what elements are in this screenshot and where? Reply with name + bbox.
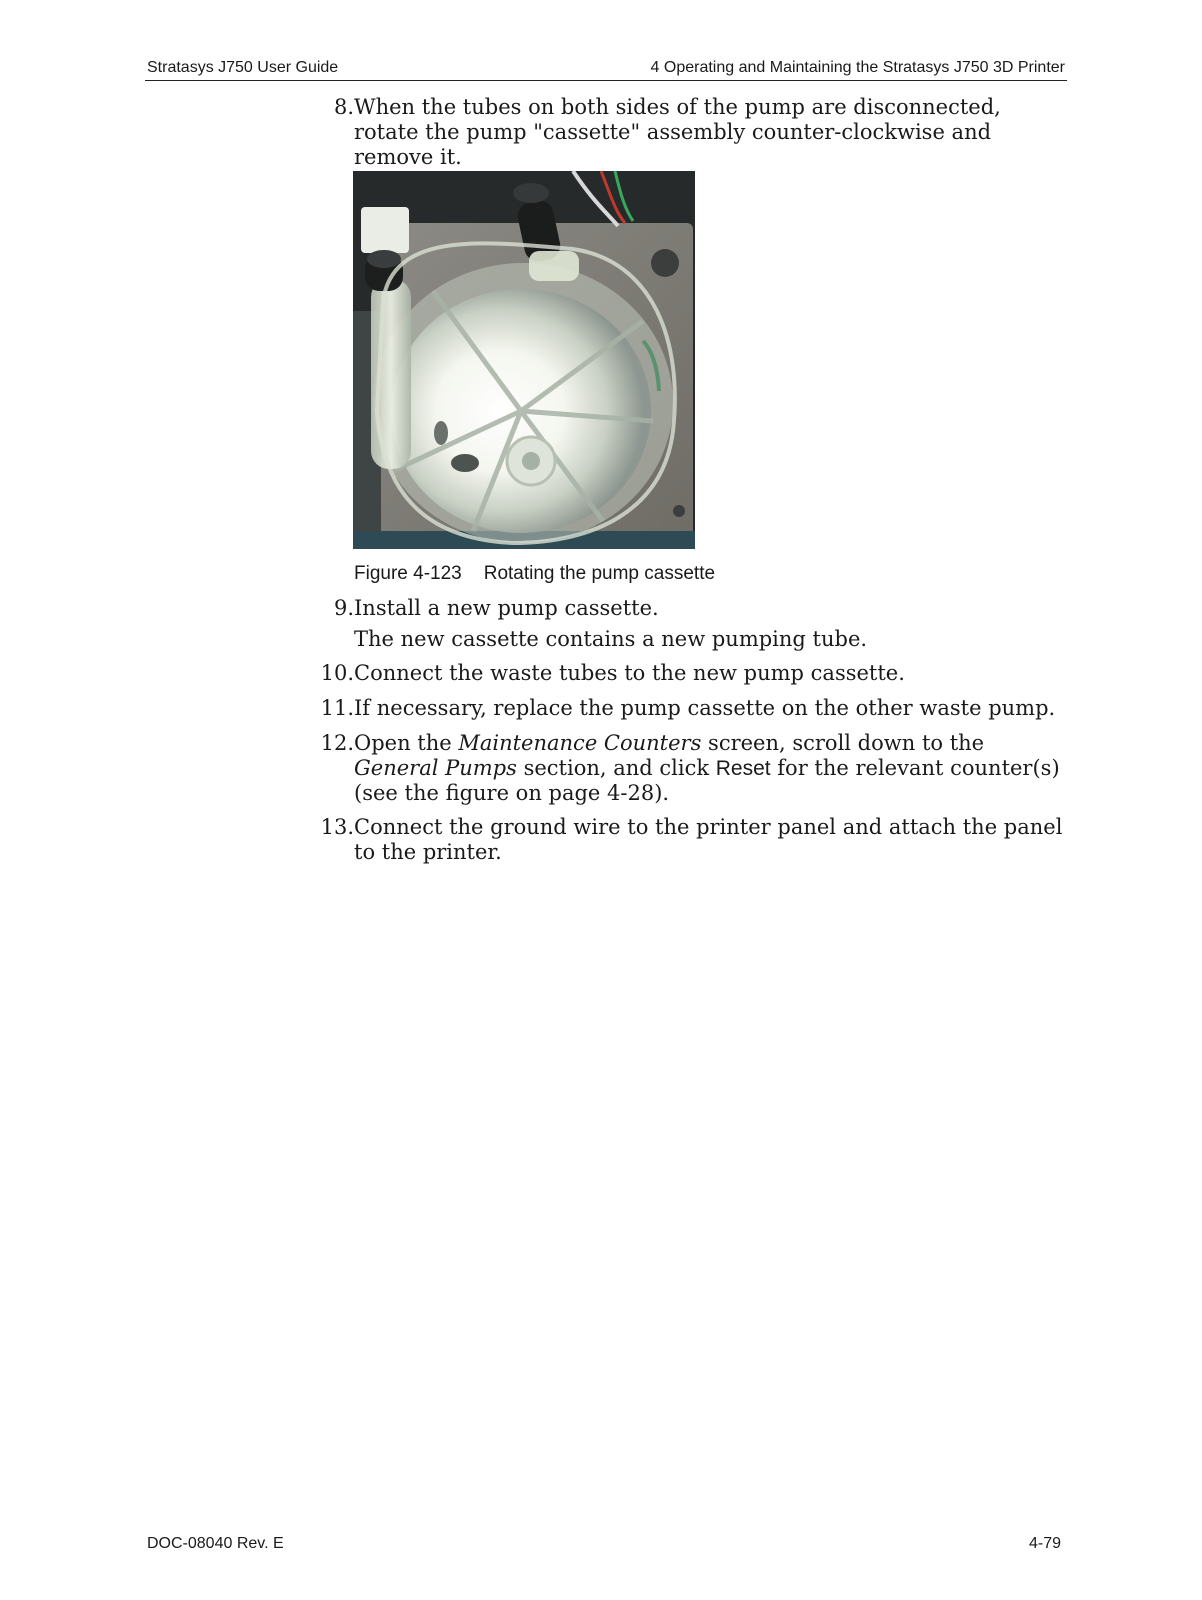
step-number: 13.	[320, 815, 354, 839]
header-chapter-title: 4 Operating and Maintaining the Stratasys J750 3D Printer	[650, 59, 1065, 76]
step-text-part: section, and click	[516, 756, 716, 780]
footer-document-id: DOC-08040 Rev. E	[147, 1535, 284, 1552]
pump-cassette-illustration	[353, 171, 695, 549]
pump-cassette-photo	[353, 171, 695, 549]
reset-button-label: Reset	[715, 757, 771, 780]
screen-name: Maintenance Counters	[458, 731, 702, 755]
step-text: Connect the waste tubes to the new pump cassette.	[354, 661, 905, 685]
footer-page-number: 4-79	[1028, 1535, 1061, 1552]
step-number: 11.	[320, 696, 354, 720]
step-text-part: for the relevant counter(s) (see the figure on page 4-28).	[354, 756, 1060, 805]
figure-title: Rotating the pump cassette	[483, 563, 716, 584]
step-9-note: The new cassette contains a new pumping tube.	[354, 627, 868, 651]
section-name: General Pumps	[354, 756, 517, 780]
step-text-part: screen, scroll down to the	[701, 731, 985, 755]
step-text: When the tubes on both sides of the pump are disconnected, rotate the pump "cassette" assembly counter-clockwise and remove it.	[354, 95, 1001, 169]
step-text: If necessary, replace the pump cassette on the other waste pump.	[354, 696, 1056, 720]
step-number: 10.	[320, 661, 354, 685]
step-text: Connect the ground wire to the printer panel and attach the panel to the printer.	[354, 815, 1063, 864]
header-document-title: Stratasys J750 User Guide	[147, 59, 339, 76]
step-text	[354, 731, 1064, 806]
page-header	[145, 58, 1067, 81]
step-number: 9.	[333, 596, 354, 620]
step-number: 12.	[320, 731, 354, 755]
step-number: 8.	[333, 95, 354, 119]
figure-caption	[354, 563, 715, 585]
figure-number: Figure 4-123	[354, 563, 462, 584]
step-text-part: Open the	[354, 731, 459, 755]
step-text: Install a new pump cassette.	[354, 596, 659, 620]
